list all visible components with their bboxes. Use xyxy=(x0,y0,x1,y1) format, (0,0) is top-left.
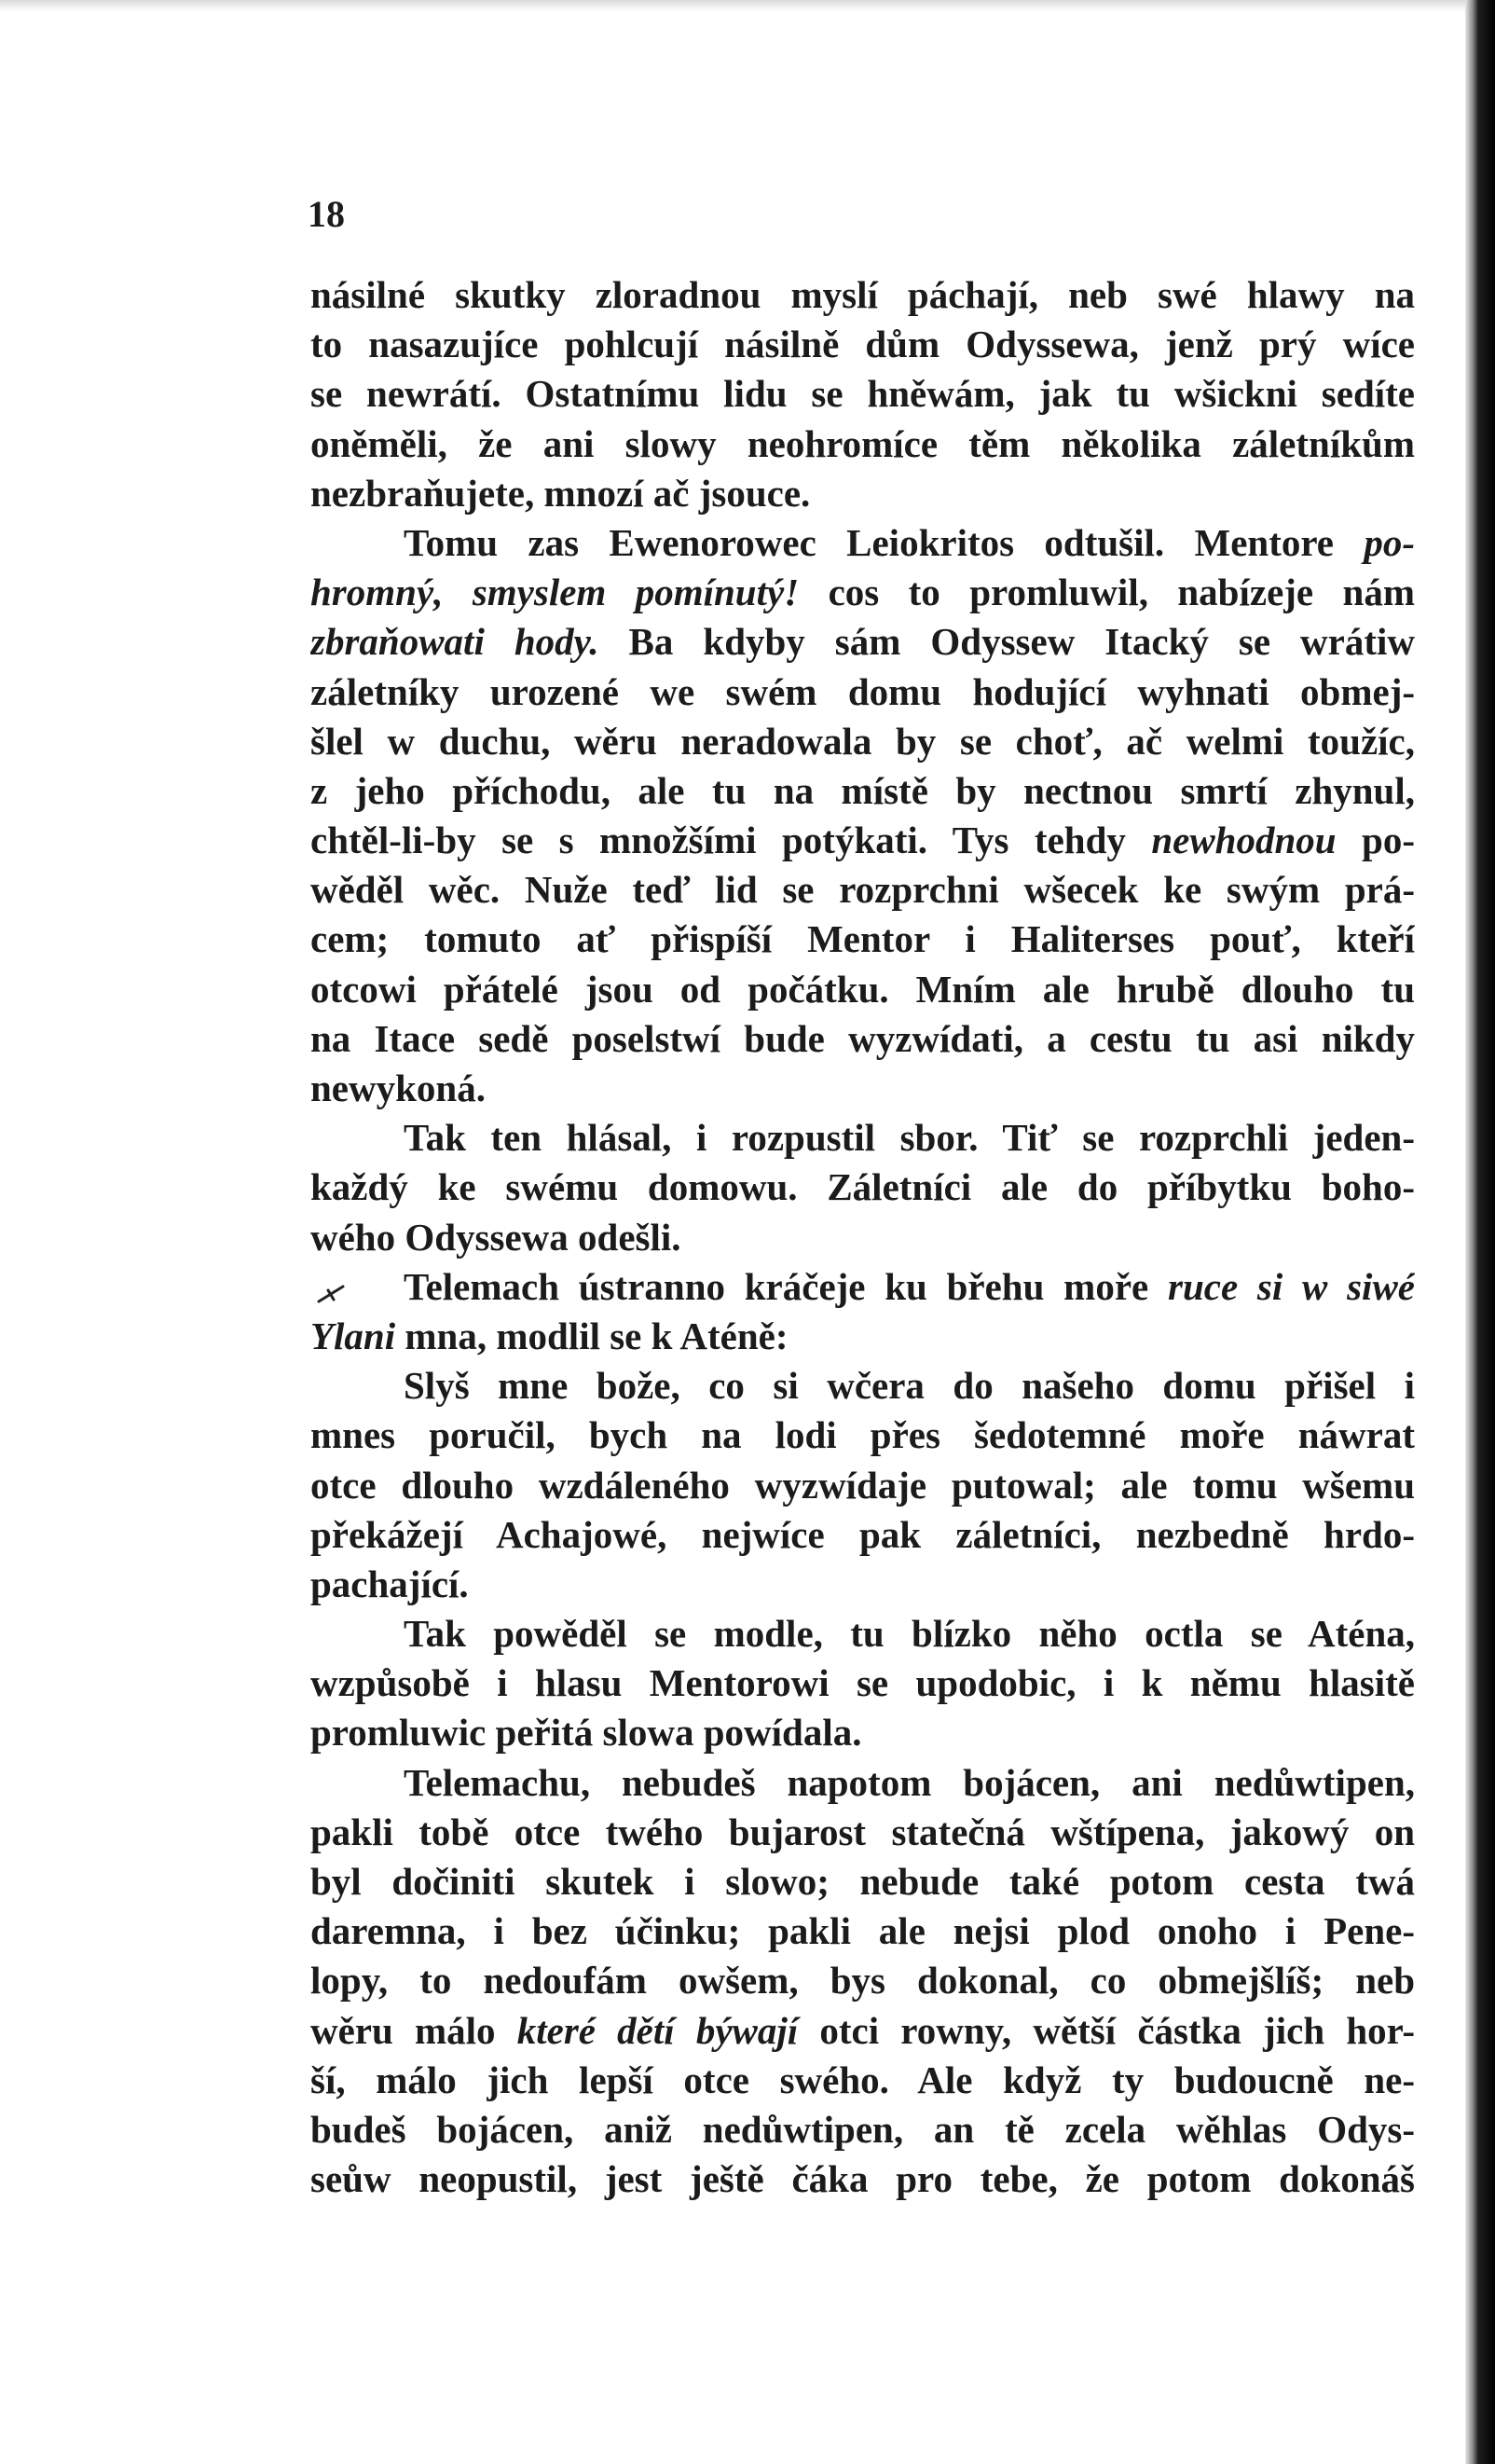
line-text: budeš bojácen, aniž nedůwtipen, an tě zcela wěhlas Odys- xyxy=(310,2107,1415,2151)
text-line xyxy=(310,1708,1415,1757)
text-line xyxy=(310,915,1415,964)
text-line xyxy=(310,1262,1415,1312)
line-text: cos to promluwil, nabízeje nám xyxy=(799,571,1415,614)
line-tail: otci rowny, wětší částka jich hor- xyxy=(798,2008,1415,2052)
text-line xyxy=(310,1213,1415,1262)
line-text: mnes poručil, bych na lodi přes šedotemné moře náwrat xyxy=(310,1413,1415,1457)
text-line xyxy=(310,2006,1415,2056)
line-text: promluwic peřitá slowa powídala. xyxy=(310,1711,862,1755)
text-line xyxy=(310,1461,1415,1510)
text-line xyxy=(310,270,1415,320)
line-text: Slyš mne bože, co si wčera do našeho domu přišel i xyxy=(404,1364,1415,1408)
text-line xyxy=(310,469,1415,518)
line-text: Tomu zas Ewenorowec Leiokritos odtušil. Mentore xyxy=(404,520,1365,564)
text-line xyxy=(310,2154,1415,2204)
body-text xyxy=(310,270,1415,2204)
line-text: nezbraňujete, mnozí ač jsouce. xyxy=(310,471,811,515)
line-text: pachající. xyxy=(310,1562,469,1605)
line-tail: po- xyxy=(1336,819,1415,862)
line-text: mna, modlil se k Aténě: xyxy=(395,1314,789,1357)
line-text: na Itace sedě poselstwí bude wyzwídati, a cestu tu asi nikdy xyxy=(310,1016,1415,1060)
text-line xyxy=(310,1064,1415,1113)
line-text: šlel w duchu, wěru neradowala by se choť, ač welmi toužíc, xyxy=(310,719,1415,763)
text-line xyxy=(310,1808,1415,1857)
italic-phrase: hromný, smyslem pomínutý! xyxy=(310,571,800,614)
line-text: otce dlouho wzdáleného wyzwídaje putowal; ale tomu wšemu xyxy=(310,1463,1415,1507)
italic-phrase: newhodnou xyxy=(1151,819,1337,862)
line-text: seůw neopustil, jest ještě čáka pro tebe, že potom dokonáš xyxy=(310,2157,1415,2201)
text-line xyxy=(310,1014,1415,1064)
page-top-shadow xyxy=(0,0,1495,11)
text-line xyxy=(310,2056,1415,2105)
line-text: to nasazujíce pohlcují násilně dům Odyssewa, jenž prý wíce xyxy=(310,323,1415,366)
line-text: daremna, i bez účinku; pakli ale nejsi plod onoho i Pene- xyxy=(310,1909,1415,1953)
line-text: překážejí Achajowé, nejwíce pak záletníci, nezbedně hrdo- xyxy=(310,1512,1415,1556)
line-text: byl dočiniti skutek i slowo; nebude také potom cesta twá xyxy=(310,1860,1415,1903)
text-line xyxy=(310,1361,1415,1411)
italic-phrase: Ylani xyxy=(310,1314,396,1357)
line-text: wzpůsobě i hlasu Mentorowi se upodobic, i k němu hlasitě xyxy=(310,1661,1415,1705)
text-line xyxy=(310,1411,1415,1460)
text-line xyxy=(310,766,1415,816)
line-text: lopy, to nedoufám owšem, bys dokonal, co obmejšlíš; neb xyxy=(310,1959,1415,2003)
text-line xyxy=(310,1609,1415,1659)
text-line xyxy=(310,1956,1415,2005)
text-line xyxy=(310,420,1415,469)
text-line xyxy=(310,1907,1415,1956)
text-line xyxy=(310,1857,1415,1907)
line-text: záletníky urozené we swém domu hodující wyhnati obmej- xyxy=(310,669,1415,713)
line-text: wěděl wěc. Nuže teď lid se rozprchni wšecek ke swým prá- xyxy=(310,868,1415,912)
text-line xyxy=(310,1758,1415,1808)
text-line xyxy=(310,865,1415,915)
text-line xyxy=(310,717,1415,766)
line-text: cem; tomuto ať přispíší Mentor i Haliterses pouť, kteří xyxy=(310,917,1415,961)
text-line xyxy=(310,617,1415,667)
italic-phrase: které dětí býwají xyxy=(516,2008,799,2052)
line-text: ší, málo jich lepší otce swého. Ale když ty budoucně ne- xyxy=(310,2058,1415,2101)
line-text: chtěl-li-by se s množšími potýkati. Tys tehdy xyxy=(310,819,1152,862)
text-line xyxy=(310,816,1415,865)
line-text: wého Odyssewa odešli. xyxy=(310,1215,681,1259)
line-text: Telemachu, nebudeš napotom bojácen, ani nedůwtipen, xyxy=(404,1760,1415,1804)
line-text: každý ke swému domowu. Záletníci ale do příbytku boho- xyxy=(310,1165,1415,1209)
book-spine-edge xyxy=(1465,0,1495,2464)
italic-phrase: zbraňowati hody. xyxy=(310,620,599,664)
text-line xyxy=(310,568,1415,617)
line-text: oněměli, že ani slowy neohromíce těm několika záletníkům xyxy=(310,421,1415,465)
text-line xyxy=(310,668,1415,717)
line-text: se newrátí. Ostatnímu lidu se hněwám, jak tu wšickni sedíte xyxy=(310,372,1415,416)
text-line xyxy=(310,369,1415,419)
line-text: Ba kdyby sám Odyssew Itacký se wrátiw xyxy=(598,620,1415,664)
line-text: Telemach ústranno kráčeje ku břehu moře xyxy=(404,1264,1168,1308)
line-text: newykoná. xyxy=(310,1067,486,1109)
line-text: pakli tobě otce twého bujarost statečná wštípena, jakowý on xyxy=(310,1810,1415,1853)
text-line xyxy=(310,518,1415,568)
text-line xyxy=(310,1560,1415,1609)
text-line xyxy=(310,2105,1415,2154)
italic-phrase: ruce si w siwé xyxy=(1167,1264,1415,1308)
text-line xyxy=(310,1113,1415,1163)
line-text: násilné skutky zloradnou myslí páchají, neb swé hlawy na xyxy=(310,273,1415,316)
line-text: otcowi přátelé jsou od počátku. Mním ale hrubě dlouho tu xyxy=(310,967,1415,1011)
text-line xyxy=(310,1659,1415,1708)
italic-phrase: po- xyxy=(1364,520,1415,564)
text-line xyxy=(310,1510,1415,1560)
text-line xyxy=(310,1163,1415,1212)
line-text: wěru málo xyxy=(310,2008,517,2052)
text-line xyxy=(310,320,1415,369)
page-number: 18 xyxy=(308,193,345,235)
line-text: Tak ten hlásal, i rozpustil sbor. Tiť se rozprchli jeden- xyxy=(404,1116,1415,1160)
line-text: Tak powěděl se modle, tu blízko něho octla se Aténa, xyxy=(404,1612,1415,1656)
text-line xyxy=(310,965,1415,1014)
line-text: z jeho příchodu, ale tu na místě by nectnou smrtí zhynul, xyxy=(310,768,1415,812)
text-line xyxy=(310,1312,1415,1361)
